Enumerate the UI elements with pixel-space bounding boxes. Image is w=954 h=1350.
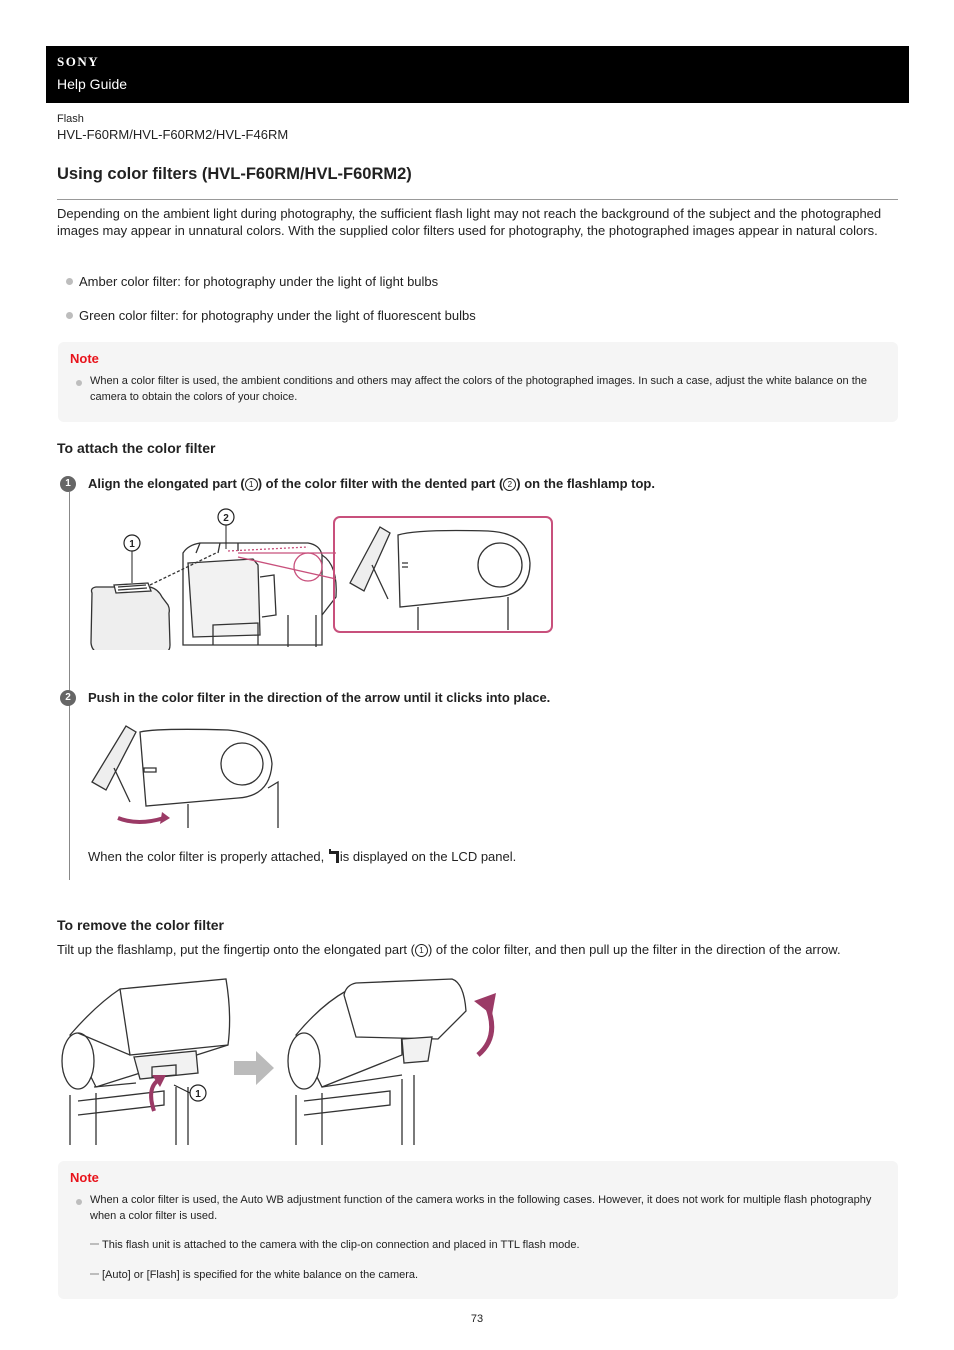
callout-label-2: 2 bbox=[223, 513, 229, 524]
note-text: When a color filter is used, the Auto WB adjustment function of the camera works in the following cases. However, it does not work for multiple flash photography when a color filter is used. bbox=[90, 1194, 872, 1222]
title-divider bbox=[57, 199, 898, 200]
remove-illustration bbox=[56, 975, 502, 1147]
breadcrumb[interactable]: Flash bbox=[57, 113, 84, 125]
note-title: Note bbox=[70, 351, 99, 366]
step-1-badge: 1 bbox=[60, 476, 76, 492]
step-2-badge: 2 bbox=[60, 690, 76, 706]
callout-label-1: 1 bbox=[129, 539, 135, 550]
step-2-text: Push in the color filter in the direction of the arrow until it clicks into place. bbox=[88, 690, 551, 705]
step-2-result: When the color filter is properly attached, is displayed on the LCD panel. bbox=[88, 849, 517, 864]
header-bar bbox=[46, 46, 909, 103]
attach-heading: To attach the color filter bbox=[57, 440, 216, 456]
note-bullet-dot bbox=[76, 380, 82, 386]
bullet-dot bbox=[66, 278, 73, 285]
remove-text: Tilt up the flashlamp, put the fingertip onto the elongated part ( 1 ) of the color filter, and then pull up the filter in the direction of the arrow. bbox=[57, 942, 841, 957]
attach-step1-illustration bbox=[88, 505, 554, 650]
dash-bullet bbox=[90, 1273, 99, 1275]
page-title: Using color filters (HVL-F60RM/HVL-F60RM2) bbox=[57, 165, 412, 183]
remove-heading: To remove the color filter bbox=[57, 917, 224, 933]
note-box-2 bbox=[58, 1161, 898, 1299]
note-bullet-dot bbox=[76, 1199, 82, 1205]
circled-number-1: 1 bbox=[245, 478, 258, 491]
callout-label-1: 1 bbox=[195, 1089, 201, 1100]
step-connector-line bbox=[69, 492, 70, 880]
circled-number-2: 2 bbox=[503, 478, 516, 491]
attach-step2-illustration bbox=[88, 718, 284, 830]
step-1-text: Align the elongated part ( 1 ) of the color filter with the dented part ( 2 ) on the flashlamp top. bbox=[88, 476, 655, 491]
note-box-1 bbox=[58, 342, 898, 422]
dash-bullet bbox=[90, 1243, 99, 1245]
bullet-dot bbox=[66, 312, 73, 319]
circled-number-1: 1 bbox=[415, 944, 428, 957]
note-sub-item-1: This flash unit is attached to the camera with the clip-on connection and placed in TTL flash mode. bbox=[90, 1237, 880, 1253]
note-sub-item-2: [Auto] or [Flash] is specified for the white balance on the camera. bbox=[90, 1267, 880, 1283]
bullet-green: Green color filter: for photography under the light of fluorescent bulbs bbox=[66, 308, 476, 323]
sony-logo: SONY bbox=[57, 54, 100, 69]
model-name: HVL-F60RM/HVL-F60RM2/HVL-F46RM bbox=[57, 127, 289, 142]
bullet-amber: Amber color filter: for photography under the light of light bulbs bbox=[66, 274, 438, 289]
page-number: 73 bbox=[470, 1313, 484, 1325]
intro-paragraph: Depending on the ambient light during photography, the sufficient flash light may not reach the background of the subject and the photographed images may appear in unnatural colors. With the supplied color filters used for photography, the photographed images appear in natural colors. bbox=[57, 206, 882, 238]
note-title: Note bbox=[70, 1170, 99, 1185]
color-filter-lcd-icon bbox=[328, 848, 340, 864]
help-guide-label: Help Guide bbox=[57, 76, 128, 92]
note-text: When a color filter is used, the ambient conditions and others may affect the colors of the photographed images. In such a case, adjust the white balance on the camera to obtain the colors of your choice. bbox=[90, 375, 867, 403]
